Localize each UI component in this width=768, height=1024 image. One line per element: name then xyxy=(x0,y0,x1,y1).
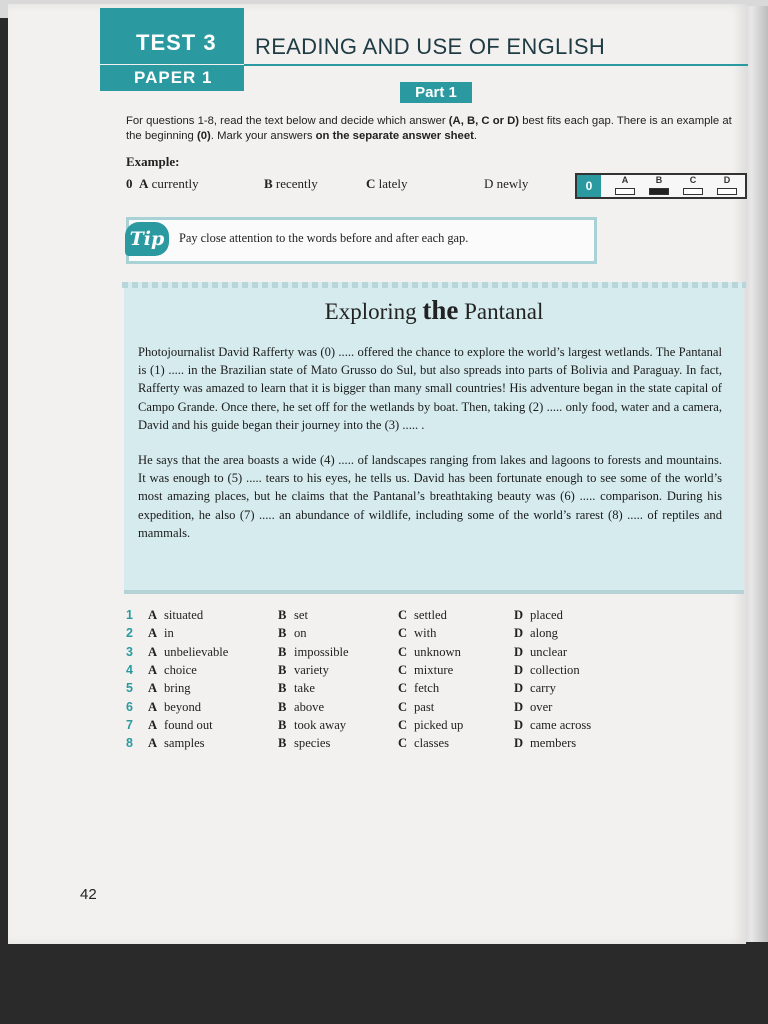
question-row xyxy=(126,700,726,718)
option-c: C unknown xyxy=(398,644,461,659)
option-d: D unclear xyxy=(514,644,568,659)
question-row xyxy=(126,736,726,754)
option-a: A bring xyxy=(148,681,191,696)
test-label: TEST 3 xyxy=(136,30,217,55)
part-badge: Part 1 xyxy=(400,82,472,103)
option-c: C mixture xyxy=(398,662,454,677)
question-number: 3 xyxy=(126,644,133,659)
example-heading: Example: xyxy=(126,154,180,169)
test-label-box xyxy=(100,8,244,64)
question-row xyxy=(126,626,726,644)
question-number: 4 xyxy=(126,662,133,677)
reading-paragraph: He says that the area boasts a wide (4) ..... of landscapes ranging from lakes and lagoons to forests and mountains. It was enough to (5) ..... tears to his eyes, he tells us. David has been fortunate enough to see some of the world’s most amazing places, but he claims that the Pantanal’s breathtaking beauty was (6) ..... comparison. During his expedition, he also (7) ..... an abundance of wildlife, including some of the world’s rarest (8) ..... of reptiles and mammals. xyxy=(138,453,722,540)
tip-icon: Tip xyxy=(125,222,169,256)
answer-bubble xyxy=(683,188,703,195)
option-a: A beyond xyxy=(148,699,202,714)
option-b: B impossible xyxy=(278,644,349,659)
book-page xyxy=(8,4,746,944)
example-option-d: D newly xyxy=(484,176,529,191)
question-row xyxy=(126,663,726,681)
answer-cell-c: C xyxy=(679,176,707,195)
option-d: D over xyxy=(514,699,553,714)
answer-cell-a: A xyxy=(611,176,639,195)
answer-cell-b: B xyxy=(645,176,673,195)
option-a: A situated xyxy=(148,608,204,622)
option-c: C settled xyxy=(398,608,447,622)
question-number: 6 xyxy=(126,699,133,714)
option-b: B took away xyxy=(278,717,347,732)
paper-label-box xyxy=(100,65,244,91)
example-option-b: B recently xyxy=(264,176,318,191)
example-option-c: C lately xyxy=(366,176,408,191)
header-rule xyxy=(244,64,748,66)
question-row xyxy=(126,608,726,626)
reading-passage xyxy=(124,287,744,594)
tip-text: Pay close attention to the words before and after each gap. xyxy=(179,231,469,245)
tip-box xyxy=(126,217,597,264)
answer-bubble xyxy=(717,188,737,195)
question-number: 1 xyxy=(126,608,133,622)
answer-bubble-selected xyxy=(649,188,669,195)
option-c: C with xyxy=(398,626,437,641)
option-d: D carry xyxy=(514,681,556,696)
instructions: For questions 1-8, read the text below and decide which answer (A, B, C or D) best fits each gap. There is an example at the beginning (0). Mark your answers on the separate answer sheet. xyxy=(126,115,732,142)
option-b: B take xyxy=(278,681,315,696)
option-a: A unbelievable xyxy=(148,644,229,659)
option-d: D along xyxy=(514,626,558,641)
option-a: A choice xyxy=(148,662,197,677)
question-row xyxy=(126,718,726,736)
question-row xyxy=(126,645,726,663)
answer-bubble xyxy=(615,188,635,195)
option-d: D came across xyxy=(514,717,592,732)
page-number: 42 xyxy=(80,886,97,903)
option-c: C classes xyxy=(398,736,449,751)
reading-title: Exploring the Pantanal xyxy=(324,295,544,325)
question-number: 7 xyxy=(126,717,133,732)
question-number: 5 xyxy=(126,681,133,696)
question-number: 8 xyxy=(126,736,133,751)
option-d: D members xyxy=(514,736,577,751)
answer-grid-number: 0 xyxy=(577,175,601,197)
option-c: C picked up xyxy=(398,717,464,732)
answer-cell-d: D xyxy=(713,176,741,195)
example-option-a: 0 A currently xyxy=(126,176,199,191)
option-a: A samples xyxy=(148,736,205,751)
option-b: B variety xyxy=(278,662,329,677)
option-d: D placed xyxy=(514,608,563,622)
question-row xyxy=(126,681,726,699)
option-a: A found out xyxy=(148,717,213,732)
example-answer-grid xyxy=(575,173,747,199)
paper-label: PAPER 1 xyxy=(134,68,213,87)
option-c: C past xyxy=(398,699,435,714)
option-c: C fetch xyxy=(398,681,440,696)
option-d: D collection xyxy=(514,662,580,677)
option-a: A in xyxy=(148,626,174,641)
option-b: B set xyxy=(278,608,308,622)
question-number: 2 xyxy=(126,626,133,641)
section-title: READING AND USE OF ENGLISH xyxy=(255,34,606,59)
reading-body xyxy=(138,343,722,559)
option-b: B above xyxy=(278,699,325,714)
option-b: B on xyxy=(278,626,307,641)
reading-paragraph: Photojournalist David Rafferty was (0) ..... offered the chance to explore the world’s largest wetlands. The Pantanal is (1) ..... in the Brazilian state of Mato Grusso do Sul, but also spreads into parts of Bolivia and Paraguay. In fact, Rafferty was amazed to learn that it is bigger than many small countries! His adventure began in the state capital of Campo Grande. Once there, he set off for the wetlands by boat. Then, taking (2) ..... only food, water and a camera, David and his guide began their journey into the (3) ..... . xyxy=(138,345,722,432)
option-b: B species xyxy=(278,736,331,751)
